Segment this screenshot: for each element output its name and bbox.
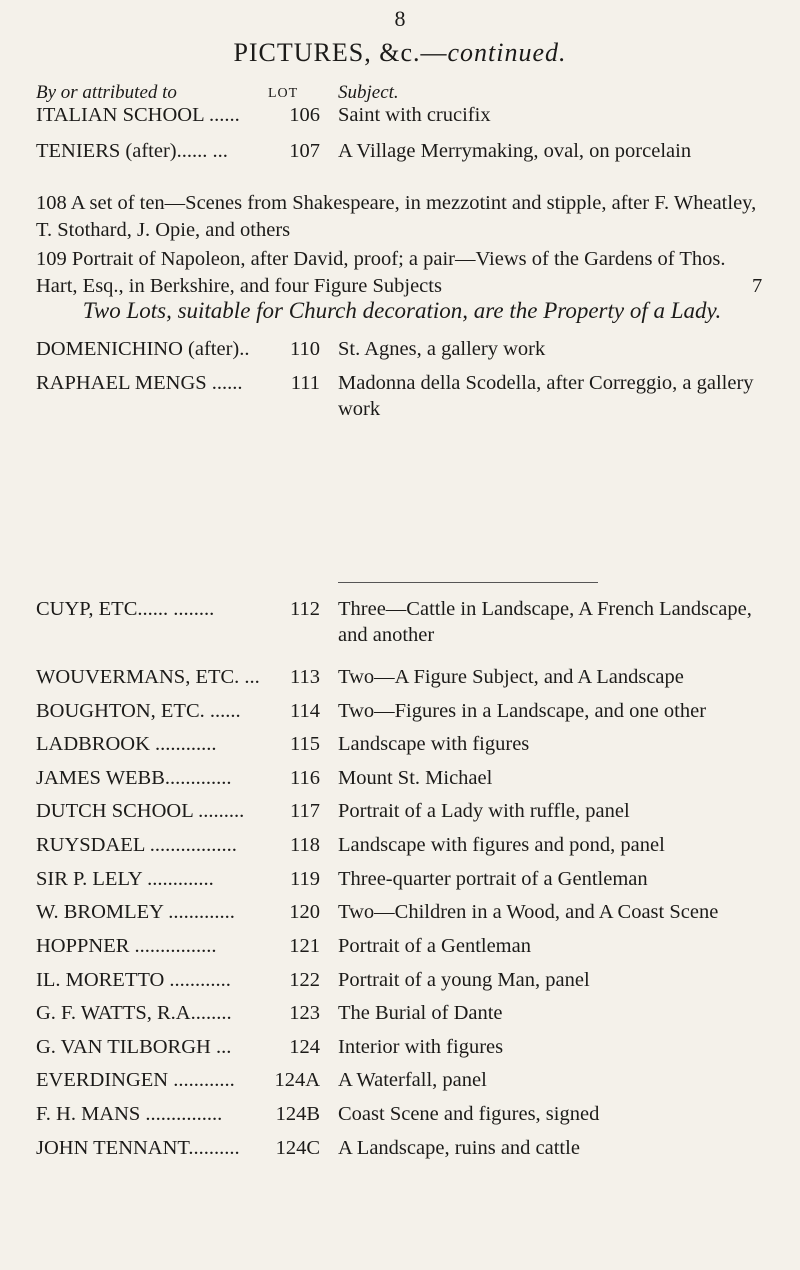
lot-number: 112	[262, 596, 320, 622]
lot-number: 118	[262, 832, 320, 858]
lot-number: 113	[262, 664, 320, 690]
lot-number: 120	[262, 899, 320, 925]
page-number: 8	[394, 6, 406, 31]
lot-subject: Two—Figures in a Landscape, and one other	[338, 700, 707, 722]
lot-number: 114	[262, 698, 320, 724]
lot-109: 109 Portrait of Napoleon, after David, proof; a pair—Views of the Gardens of Thos. Hart, Esq., in Berkshire, and four Figure Subjects	[36, 248, 726, 297]
lot-number: 116	[262, 765, 320, 791]
artist-name: F. H. MANS ...............	[36, 1103, 223, 1125]
heading-main: PICTURES, &c.—	[233, 38, 448, 67]
lot-number: 122	[262, 967, 320, 993]
artist-name: G. F. WATTS, R.A........	[36, 1002, 232, 1024]
lot-subject: Two—A Figure Subject, and A Landscape	[338, 666, 684, 688]
artist-name: G. VAN TILBORGH ...	[36, 1036, 232, 1058]
column-header-subject: Subject.	[338, 82, 399, 103]
lot-subject: Three-quarter portrait of a Gentleman	[338, 868, 648, 890]
artist-name: ITALIAN SCHOOL ......	[36, 104, 240, 126]
lot-subject: Saint with crucifix	[338, 104, 491, 126]
lot-subject: The Burial of Dante	[338, 1002, 503, 1024]
lot-subject: Portrait of a young Man, panel	[338, 969, 590, 991]
artist-name: JAMES WEBB.............	[36, 767, 232, 789]
artist-name: IL. MORETTO ............	[36, 969, 231, 991]
artist-name: DOMENICHINO (after)..	[36, 338, 250, 360]
lot-number: 124	[262, 1034, 320, 1060]
column-header-lot: LOT	[268, 86, 299, 101]
lot-number: 119	[262, 866, 320, 892]
lot-109-count: 7	[752, 275, 763, 297]
artist-name: WOUVERMANS, ETC. ...	[36, 666, 260, 688]
lot-subject: Three—Cattle in Landscape, A French Landscape, and another	[338, 598, 752, 646]
page-heading	[0, 38, 800, 68]
artist-name: TENIERS (after)...... ...	[36, 140, 228, 162]
artist-name: DUTCH SCHOOL .........	[36, 800, 245, 822]
lot-number: 124A	[262, 1067, 320, 1093]
lot-subject: A Village Merrymaking, oval, on porcelain	[338, 140, 692, 162]
lot-subject: Coast Scene and figures, signed	[338, 1103, 600, 1125]
artist-name: W. BROMLEY .............	[36, 901, 235, 923]
lot-subject: Mount St. Michael	[338, 767, 493, 789]
heading-continued: continued.	[447, 38, 567, 67]
artist-name: JOHN TENNANT..........	[36, 1137, 240, 1159]
lot-number: 107	[262, 138, 320, 164]
lot-subject: Landscape with figures and pond, panel	[338, 834, 665, 856]
lot-subject: Portrait of a Gentleman	[338, 935, 531, 957]
artist-name: SIR P. LELY .............	[36, 868, 214, 890]
church-decoration-note: Two Lots, suitable for Church decoration, are the Property of a Lady.	[82, 298, 722, 323]
lot-108: 108 A set of ten—Scenes from Shakespeare, in mezzotint and stipple, after F. Wheatley, T. Stothard, J. Opie, and others	[36, 192, 757, 241]
artist-name: RAPHAEL MENGS ......	[36, 372, 243, 394]
artist-name: BOUGHTON, ETC. ......	[36, 700, 241, 722]
lot-subject: St. Agnes, a gallery work	[338, 338, 546, 360]
lot-subject: Interior with figures	[338, 1036, 504, 1058]
artist-name: LADBROOK ............	[36, 733, 217, 755]
lot-number: 124C	[262, 1135, 320, 1161]
lot-subject: Portrait of a Lady with ruffle, panel	[338, 800, 630, 822]
lot-number: 115	[262, 731, 320, 757]
lot-subject: Two—Children in a Wood, and A Coast Scene	[338, 901, 719, 923]
lot-subject: Madonna della Scodella, after Correggio, a gallery work	[338, 372, 754, 420]
lot-number: 106	[262, 102, 320, 128]
lot-number: 110	[262, 336, 320, 362]
artist-name: CUYP, ETC...... ........	[36, 598, 215, 620]
artist-name: EVERDINGEN ............	[36, 1069, 235, 1091]
lot-number: 117	[262, 798, 320, 824]
column-header-artist: By or attributed to	[36, 82, 177, 103]
lot-subject: A Waterfall, panel	[338, 1069, 487, 1091]
section-divider	[338, 582, 598, 583]
lot-number: 121	[262, 933, 320, 959]
lot-number: 124B	[262, 1101, 320, 1127]
lot-subject: Landscape with figures	[338, 733, 530, 755]
lot-number: 111	[262, 370, 320, 396]
artist-name: RUYSDAEL .................	[36, 834, 237, 856]
artist-name: HOPPNER ................	[36, 935, 217, 957]
lot-number: 123	[262, 1000, 320, 1026]
lot-subject: A Landscape, ruins and cattle	[338, 1137, 580, 1159]
